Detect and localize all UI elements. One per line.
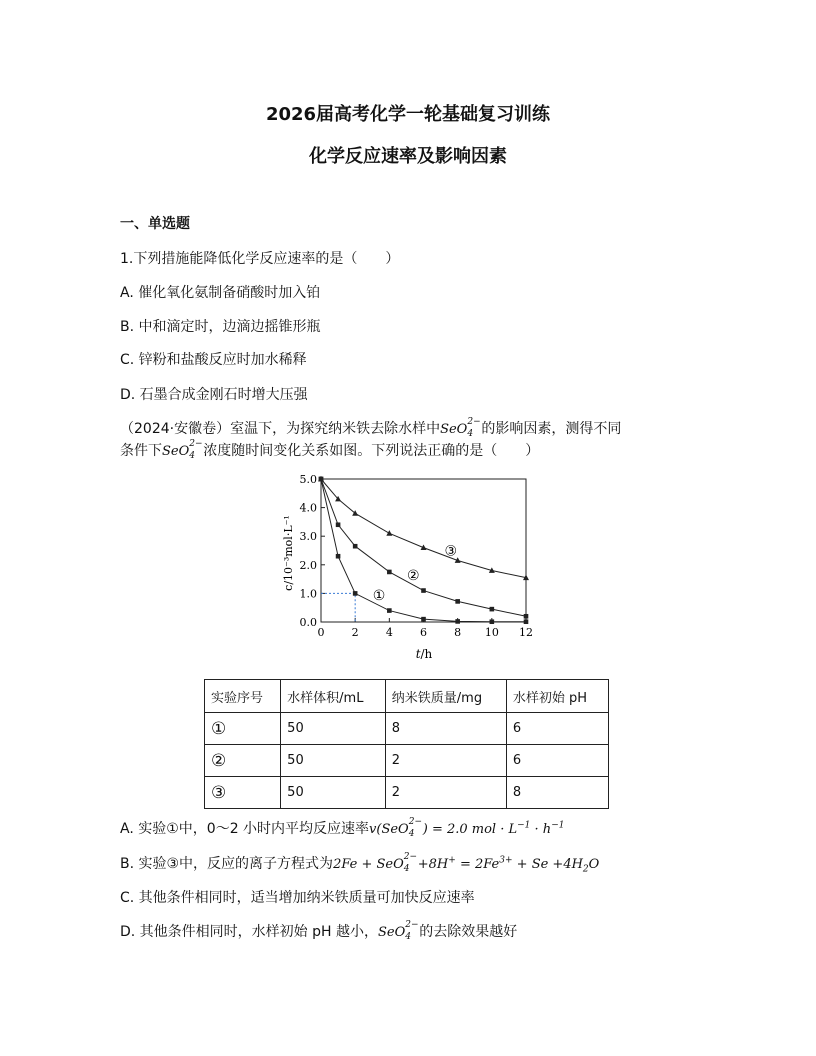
section-heading: 一、单选题 bbox=[120, 216, 190, 232]
q1-option-b: B. 中和滴定时，边滴边摇锥形瓶 bbox=[120, 319, 321, 335]
table-header: 实验序号 bbox=[205, 680, 281, 713]
q1-stem: 1.下列措施能降低化学反应速率的是（ ） bbox=[120, 251, 400, 267]
table-cell: 50 bbox=[281, 713, 386, 745]
q2-option-d: D. 其他条件相同时，水样初始 pH 越小，SeO 2− 4 的去除效果越好 bbox=[120, 919, 518, 942]
selenate-ion: SeO 2− 4 bbox=[440, 416, 481, 439]
table-header: 水样初始 pH bbox=[506, 680, 608, 713]
series-label: ③ bbox=[444, 543, 458, 560]
data-point bbox=[524, 619, 529, 624]
table-row bbox=[205, 745, 609, 777]
data-point bbox=[490, 619, 495, 624]
x-tick-label: 4 bbox=[385, 626, 393, 639]
q2-stem-text: 条件下 bbox=[120, 443, 162, 459]
table-header-row bbox=[205, 680, 609, 713]
x-tick-label: 12 bbox=[519, 626, 533, 639]
y-tick-label: 3.0 bbox=[299, 530, 317, 544]
selenate-ion: SeO 2− 4 bbox=[162, 438, 203, 461]
table-cell: 8 bbox=[385, 713, 506, 745]
concentration-time-chart bbox=[270, 468, 540, 668]
data-point bbox=[387, 608, 392, 613]
q2-stem-text: 浓度随时间变化关系如图。下列说法正确的是（ ） bbox=[203, 443, 540, 459]
data-point bbox=[336, 522, 341, 527]
table-cell: 2 bbox=[385, 777, 506, 809]
y-tick-label: 4.0 bbox=[299, 501, 317, 515]
series-line bbox=[321, 479, 526, 622]
selenate-ion: SeO 2− 4 bbox=[378, 919, 419, 942]
series-label: ② bbox=[406, 567, 420, 584]
table-cell: ③ bbox=[205, 777, 281, 809]
q2-option-c: C. 其他条件相同时，适当增加纳米铁质量可加快反应速率 bbox=[120, 890, 475, 906]
table-row bbox=[205, 713, 609, 745]
y-axis-label: c/10⁻³mol·L⁻¹ bbox=[282, 515, 295, 591]
x-tick-label: 0 bbox=[317, 626, 325, 639]
reference-guide bbox=[321, 593, 355, 622]
x-tick-label: 6 bbox=[420, 626, 427, 639]
table-cell: 50 bbox=[281, 777, 386, 809]
q2-option-a: A. 实验①中，0～2 小时内平均反应速率v(SeO 2− 4 ) = 2.0 mol · $L^{-1} \cdot h^{-1}$ bbox=[120, 816, 565, 839]
table-cell: 50 bbox=[281, 745, 386, 777]
x-axis-label: t/h bbox=[415, 647, 433, 661]
y-tick-label: 2.0 bbox=[299, 558, 317, 572]
data-point bbox=[336, 554, 341, 559]
q2-stem-text: 的影响因素，测得不同 bbox=[481, 421, 622, 437]
q1-option-a: A. 催化氧化氨制备硝酸时加入铂 bbox=[120, 285, 321, 301]
data-point bbox=[353, 591, 358, 596]
y-tick-label: 1.0 bbox=[299, 587, 317, 601]
data-point bbox=[490, 607, 495, 612]
data-point bbox=[386, 530, 392, 536]
x-tick-label: 10 bbox=[484, 626, 499, 639]
data-point bbox=[353, 544, 358, 549]
table-cell: ① bbox=[205, 713, 281, 745]
q2-stem-text: （2024·安徽卷）室温下，为探究纳米铁去除水样中 bbox=[120, 421, 441, 437]
q2-option-b: B. 实验③中，反应的离子方程式为2Fe + SeO 2− 4 $+8H^+ = 2Fe^{3+} + Se +4H_2O$ bbox=[120, 851, 600, 875]
table-cell: 6 bbox=[506, 745, 608, 777]
table-cell: 2 bbox=[385, 745, 506, 777]
x-tick-label: 2 bbox=[351, 626, 359, 639]
plot-frame bbox=[321, 479, 526, 622]
table-cell: ② bbox=[205, 745, 281, 777]
table-header: 水样体积/mL bbox=[281, 680, 386, 713]
data-point bbox=[387, 570, 392, 575]
table-cell: 8 bbox=[506, 777, 608, 809]
y-tick-label: 0.0 bbox=[299, 616, 317, 629]
document-title: 2026届高考化学一轮基础复习训练 bbox=[265, 104, 551, 125]
experiment-table bbox=[204, 679, 609, 809]
data-point bbox=[421, 617, 426, 622]
table-row bbox=[205, 777, 609, 809]
document-subtitle: 化学反应速率及影响因素 bbox=[309, 146, 507, 167]
x-tick-label: 8 bbox=[454, 626, 462, 639]
q2-stem-line2 bbox=[120, 440, 539, 460]
data-point bbox=[524, 614, 529, 619]
table-header: 纳米铁质量/mg bbox=[385, 680, 506, 713]
data-point bbox=[455, 599, 460, 604]
data-point bbox=[421, 588, 426, 593]
series-label: ① bbox=[372, 587, 386, 604]
series-line bbox=[321, 479, 526, 578]
y-tick-label: 5.0 bbox=[299, 473, 317, 486]
q2-stem-line1 bbox=[120, 418, 621, 438]
q1-option-d: D. 石墨合成金刚石时增大压强 bbox=[120, 387, 308, 403]
q1-option-c: C. 锌粉和盐酸反应时加水稀释 bbox=[120, 352, 307, 368]
data-point bbox=[455, 619, 460, 624]
table-cell: 6 bbox=[506, 713, 608, 745]
